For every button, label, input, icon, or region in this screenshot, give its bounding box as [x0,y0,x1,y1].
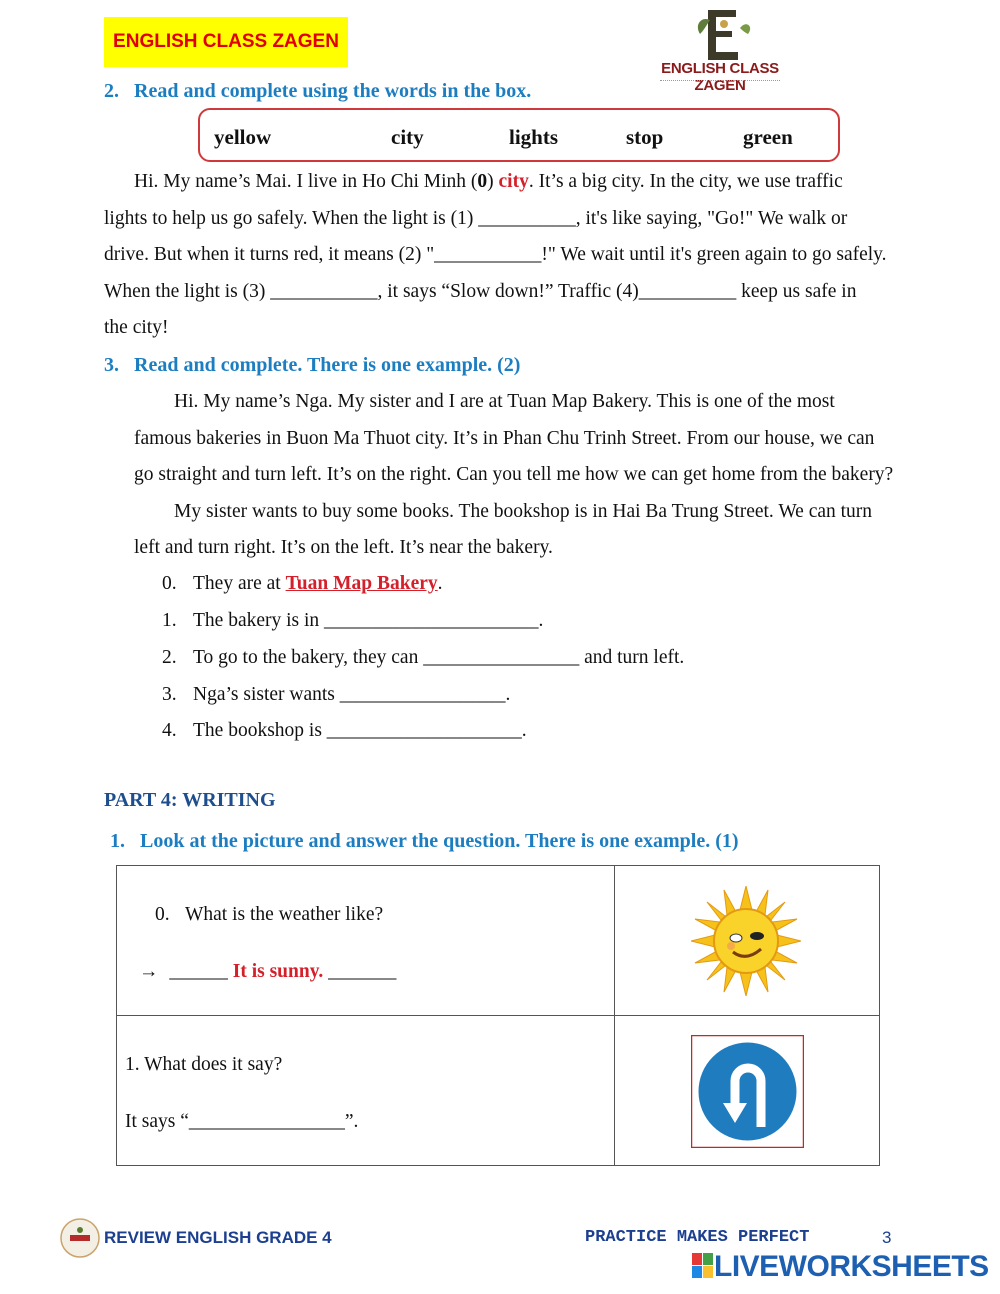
question-item[interactable]: 1. The bakery is in ______________________. [162,610,544,631]
class-tag: ENGLISH CLASS ZAGEN [104,17,348,67]
row0-image-cell [615,866,880,1016]
word-box [198,108,840,162]
footer-logo-icon [60,1218,100,1258]
part4-title: PART 4: WRITING [104,789,276,811]
passage-line: left and turn right. It’s on the left. It’s near the bakery. [134,537,553,559]
logo [640,4,800,94]
section2-number: 2. [104,80,119,102]
sun-icon [691,886,801,996]
passage-line: Hi. My name’s Nga. My sister and I are at Tuan Map Bakery. This is one of the most [174,391,835,412]
example-answer-city: city [498,171,529,192]
passage-line: lights to help us go safely. When the light is (1) __________, it's like saying, "Go!" We walk or [104,207,848,229]
passage-line: When the light is (3) ___________, it says “Slow down!” Traffic (4)__________ keep us safe in [104,280,857,302]
passage-line: Hi. My name’s Mai. I live in Ho Chi Minh (0) city. It’s a big city. In the city, we use traffic [134,171,843,192]
page-number: 3 [882,1228,892,1247]
logo-e-icon [640,4,800,64]
word-box-item: green [743,125,793,149]
row0-question-cell [117,866,615,1016]
section2-title: Read and complete using the words in the box. [134,80,532,102]
passage-line: the city! [104,317,169,339]
word-box-item: city [391,125,424,149]
passage-line: famous bakeries in Buon Ma Thuot city. It’s in Phan Chu Trinh Street. From our house, we can [134,427,875,449]
row1-question: 1. What does it say? [125,1054,283,1075]
section3-title: Read and complete. There is one example. (2) [134,354,521,376]
question-item[interactable]: 3. Nga’s sister wants _________________. [162,684,511,705]
section3-heading [104,354,520,377]
liveworksheets-logo-icon [692,1253,714,1279]
section3-passage [134,384,938,567]
section2-heading [104,80,531,103]
row0-answer: It is sunny. [232,961,324,982]
arrow-icon: → [139,961,159,982]
no-u-turn-sign-icon [691,1035,804,1148]
footer-title: REVIEW ENGLISH GRADE 4 [104,1228,332,1247]
writing-table [116,865,880,1166]
row1-answer-line[interactable]: It says “________________”. [125,1111,359,1132]
footer-motto: PRACTICE MAKES PERFECT [585,1228,810,1247]
row1-question-cell [117,1016,615,1166]
word-box-item: yellow [214,125,272,149]
part4-question-heading: 1. Look at the picture and answer the question. There is one example. (1) [110,830,739,852]
question-item[interactable]: 2. To go to the bakery, they can ________________ and turn left. [162,647,685,668]
logo-underline [660,80,780,84]
row1-image-cell [615,1016,880,1166]
example-answer: Tuan Map Bakery [285,573,438,594]
question-item[interactable]: 4. The bookshop is ____________________. [162,720,527,741]
word-box-item: lights [509,125,559,149]
logo-text: ENGLISH CLASS ZAGEN [661,60,779,94]
passage-line: My sister wants to buy some books. The bookshop is in Hai Ba Trung Street. We can turn [174,500,873,522]
row0-answer-line: → ______ It is sunny. _______ [139,961,397,982]
section3-number: 3. [104,354,119,376]
liveworksheets-brand: LIVEWORKSHEETS [692,1250,989,1284]
row0-question: 0. What is the weather like? [155,904,384,925]
passage-line: drive. But when it turns red, it means (2) "___________!" We wait until it's green again to go safely. [104,244,887,266]
passage-line: go straight and turn left. It’s on the right. Can you tell me how we can get home from the bakery? [134,464,894,486]
section2-passage [104,164,938,347]
example-item: 0. They are at Tuan Map Bakery. [162,573,443,594]
word-box-item: stop [626,125,664,149]
